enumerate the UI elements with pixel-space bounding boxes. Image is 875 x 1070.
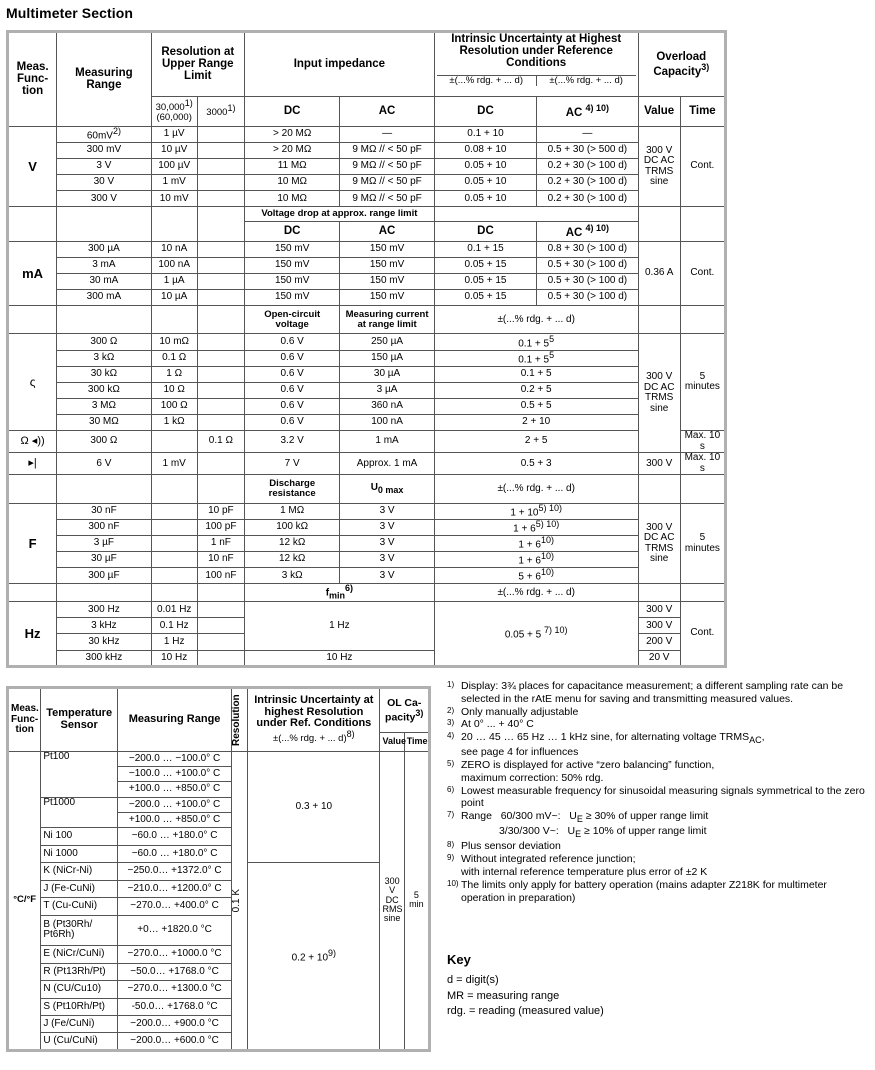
resolution-cell: 100 Ω — [151, 398, 197, 414]
col-header-time: Time — [404, 733, 429, 751]
col-header-range: Measuring Range — [118, 688, 232, 752]
uncertainty-cell: 2 + 5 — [434, 431, 638, 453]
impedance-dc-cell: > 20 MΩ — [244, 126, 339, 142]
footnote-1: 1) Display: 3¾ places for capacitance measurement; a different sampling rate can be selected in the rAtE menu for saving and transmitting measured values. — [447, 680, 844, 705]
voltage-drop-header: Voltage drop at approx. range limit — [244, 207, 434, 221]
col-header-function: Meas. Func- tion — [8, 32, 57, 127]
uncertainty-cell: 0.5 + 3 — [434, 453, 638, 475]
range-cell: +0… +1820.0 °C — [118, 915, 232, 946]
table-row — [8, 552, 726, 568]
footnote-9: 9) Without integrated reference junction; with internal reference temperature plus error of ±2 K — [447, 853, 708, 878]
drop-dc-cell: 150 mV — [244, 241, 339, 257]
footnote-7: 7) Range 60/300 mV~: $U_E \ge 30\%$ of upper range limit 3/30/300 V~: $U_E \ge 10\%$ of upper range limit — [447, 810, 709, 840]
range-cell: -50.0… +1768.0 °C — [118, 998, 232, 1015]
discharge-cell: 100 kΩ — [244, 519, 339, 535]
uncertainty-cell: 0.5 + 5 — [434, 398, 638, 414]
u0-cell: 3 V — [340, 535, 434, 551]
resolution-cell: 100 nA — [151, 257, 197, 273]
col-header-unc-dc: DC — [434, 96, 536, 126]
col-header-value: Value — [638, 96, 680, 126]
range-cell: −200.0… +600.0 °C — [118, 1033, 232, 1051]
col-header-uncertainty: Intrinsic Uncertainty at highest Resolution under Ref. Conditions ±(...% rdg. + ... d)$^{8)}$ — [248, 688, 380, 752]
col-header-overload: Overload Capacity$^{3)}$ — [638, 32, 725, 97]
range-cell: 300 nF — [57, 519, 151, 535]
header-row — [8, 688, 430, 733]
open-circuit-cell: 0.6 V — [244, 366, 339, 382]
resolution-cell: 1 µA — [151, 273, 197, 289]
current-cell: 100 nA — [340, 415, 434, 431]
range-cell: −270.0… +1300.0 °C — [118, 981, 232, 998]
open-circuit-cell: 0.6 V — [244, 334, 339, 350]
resolution-cell: 10 nF — [197, 552, 244, 568]
drop-ac-cell: 150 mV — [340, 290, 434, 306]
drop-ac-cell: 150 mV — [340, 257, 434, 273]
resolution-cell: 1 µV — [151, 126, 197, 142]
range-cell: 300 Hz — [57, 602, 151, 618]
uncertainty-dc-cell: 0.05 + 15 — [434, 257, 536, 273]
uncertainty-ac-cell: 0.2 + 30 (> 100 d) — [537, 191, 638, 207]
u0-cell: 3 V — [340, 519, 434, 535]
table-row — [8, 241, 726, 257]
subheader-dc: DC — [244, 221, 339, 241]
function-ma-label: mA — [8, 241, 57, 306]
col-header-ac: AC — [340, 96, 434, 126]
overload-value-cell: 300 V DC AC TRMS sine — [638, 503, 680, 584]
sensor-cell: T (Cu-CuNi) — [41, 898, 118, 915]
table-row — [8, 175, 726, 191]
sensor-cell: J (Fe/CuNi) — [41, 1015, 118, 1032]
footnote-10: 10) The limits only apply for battery operation (mains adapter Z218K for multimeter operation in preparation) — [447, 878, 827, 904]
uncertainty-cell: 0.3 + 10 — [248, 751, 380, 863]
discharge-cell: 12 kΩ — [244, 535, 339, 551]
overload-value-cell: 300 V — [638, 453, 680, 475]
current-cell: 3 µA — [340, 382, 434, 398]
open-circuit-cell: 3.2 V — [244, 431, 339, 453]
range-cell: 300 kHz — [57, 650, 151, 666]
table-row — [8, 751, 430, 766]
overload-time-cell: Cont. — [680, 126, 725, 207]
footnote-2: 2) Only manually adjustable — [447, 705, 579, 718]
impedance-dc-cell: 10 MΩ — [244, 175, 339, 191]
range-cell: 3 MΩ — [57, 398, 151, 414]
uncertainty-dc-cell: 0.05 + 10 — [434, 191, 536, 207]
range-cell: 30 V — [57, 175, 151, 191]
resolution-cell: 1 nF — [197, 535, 244, 551]
uncertainty-header: ±(...% rdg. + ... d) — [434, 475, 638, 503]
sensor-cell: U (Cu/CuNi) — [41, 1033, 118, 1051]
current-cell: 360 nA — [340, 398, 434, 414]
table-row — [8, 431, 726, 453]
function-ohm-label: ς — [8, 334, 57, 431]
uncertainty-ac-cell: 0.5 + 30 (> 100 d) — [537, 290, 638, 306]
impedance-ac-cell: 9 MΩ // < 50 pF — [340, 142, 434, 158]
current-cell: 30 µA — [340, 366, 434, 382]
overload-time-cell: 5 minutes — [680, 334, 725, 431]
uncertainty-ac-cell: 0.8 + 30 (> 100 d) — [537, 241, 638, 257]
resolution-cell: 100 µV — [151, 159, 197, 175]
fmin-cell: 1 Hz — [244, 602, 434, 650]
range-cell: −210.0… +1200.0° C — [118, 880, 232, 897]
table-row — [8, 863, 430, 880]
table-row — [8, 159, 726, 175]
col-header-function: Meas. Func- tion — [8, 688, 41, 752]
col-header-impedance: Input impedance — [244, 32, 434, 97]
footnote-4: 4) 20 … 45 … 65 Hz … 1 kHz sine, for alternating voltage $TRMS_{AC}$, see page 4 for influences — [447, 731, 765, 759]
range-cell: −60.0 … +180.0° C — [118, 845, 232, 862]
resolution-cell: 100 pF — [197, 519, 244, 535]
key-line: d = digit(s) — [447, 974, 499, 987]
uncertainty-ac-cell: — — [537, 126, 638, 142]
col-header-time: Time — [680, 96, 725, 126]
footnote-3: 3) At 0° ... + 40° C — [447, 718, 534, 731]
range-cell: −200.0 … +100.0° C — [118, 797, 232, 812]
impedance-ac-cell: 9 MΩ // < 50 pF — [340, 175, 434, 191]
ol-time-cell: 5 min — [404, 751, 429, 1050]
table-row — [8, 257, 726, 273]
subheader-unc-dc: DC — [434, 221, 536, 241]
range-cell: 300 V — [57, 191, 151, 207]
table-row — [8, 366, 726, 382]
sensor-cell: N (CU/Cu10) — [41, 981, 118, 998]
col-header-unc-ac: AC $^{4) 10)}$ — [537, 96, 638, 126]
range-cell: 300 mV — [57, 142, 151, 158]
table-row — [8, 535, 726, 551]
range-cell: 30 kΩ — [57, 366, 151, 382]
sensor-cell: Pt100 — [41, 751, 118, 797]
range-cell: −200.0… +900.0 °C — [118, 1015, 232, 1032]
resolution-cell: 10 Ω — [151, 382, 197, 398]
table-row — [8, 568, 726, 584]
section-title: Multimeter Section — [6, 5, 134, 21]
u0-cell: 3 V — [340, 503, 434, 519]
resolution-cell: 100 nF — [197, 568, 244, 584]
footnote-8: 8) Plus sensor deviation — [447, 840, 561, 853]
subheader-row — [8, 584, 726, 602]
range-cell: 300 mA — [57, 290, 151, 306]
uncertainty-dc-cell: 0.05 + 15 — [434, 273, 536, 289]
range-cell: −250.0… +1372.0° C — [118, 863, 232, 880]
col-header-uncertainty: Intrinsic Uncertainty at Highest Resolution under Reference Conditions ±(...% rdg. + ... d) ±(...% rdg. + ... d) — [434, 32, 638, 97]
sensor-cell: S (Pt10Rh/Pt) — [41, 998, 118, 1015]
range-cell: 300 Ω — [57, 431, 151, 453]
range-cell: 30 nF — [57, 503, 151, 519]
overload-value-cell: 300 V DC AC TRMS sine — [638, 334, 680, 453]
resolution-cell: 10 mV — [151, 191, 197, 207]
subheader-unc-ac: AC $^{4) 10)}$ — [537, 221, 638, 241]
uncertainty-dc-cell: 0.05 + 10 — [434, 159, 536, 175]
impedance-ac-cell: 9 MΩ // < 50 pF — [340, 159, 434, 175]
uncertainty-cell: 0.05 + 5 $^{7) 10)}$ — [434, 602, 638, 667]
uncertainty-cell: $1 + 6^{10)}$ — [434, 535, 638, 551]
uncertainty-cell: $1 + 6^{5) 10)}$ — [434, 519, 638, 535]
range-cell: 300 kΩ — [57, 382, 151, 398]
range-cell: 3 V — [57, 159, 151, 175]
table-row — [8, 290, 726, 306]
drop-dc-cell: 150 mV — [244, 257, 339, 273]
uncertainty-header: ±(...% rdg. + ... d) — [434, 584, 638, 602]
resolution-cell: 1 Hz — [151, 634, 197, 650]
uncertainty-cell: 0.1 + 5 — [434, 366, 638, 382]
multimeter-spec-table — [6, 30, 727, 668]
drop-dc-cell: 150 mV — [244, 273, 339, 289]
diode-icon: ▸| — [8, 453, 57, 475]
open-circuit-header: Open-circuit voltage — [244, 306, 339, 334]
discharge-cell: 3 kΩ — [244, 568, 339, 584]
sensor-cell: E (NiCr/CuNi) — [41, 946, 118, 963]
current-cell: Approx. 1 mA — [340, 453, 434, 475]
current-cell: 1 mA — [340, 431, 434, 453]
col-header-range: Measuring Range — [57, 32, 151, 127]
range-cell: −270.0… +1000.0 °C — [118, 946, 232, 963]
resolution-cell: 1 mV — [151, 453, 197, 475]
fmin-cell: 10 Hz — [244, 650, 434, 666]
overload-value-cell: 20 V — [638, 650, 680, 666]
range-cell: +100.0 … +850.0° C — [118, 813, 232, 828]
uncertainty-cell: 2 + 10 — [434, 415, 638, 431]
overload-time-cell: Max. 10 s — [680, 453, 725, 475]
footnote-6: 6) Lowest measurable frequency for sinusoidal measuring signals symmetrical to the zero point — [447, 784, 865, 810]
drop-ac-cell: 150 mV — [340, 273, 434, 289]
resolution-cell: 0.1 Hz — [151, 618, 197, 634]
current-cell: 150 µA — [340, 350, 434, 366]
range-cell: 6 V — [57, 453, 151, 475]
table-row — [8, 382, 726, 398]
discharge-cell: 12 kΩ — [244, 552, 339, 568]
temperature-spec-table — [6, 686, 431, 1052]
uncertainty-ac-cell: 0.5 + 30 (> 500 d) — [537, 142, 638, 158]
key-legend — [447, 951, 604, 1019]
col-header-value: Value — [380, 733, 404, 751]
sensor-cell: Pt1000 — [41, 797, 118, 828]
range-cell: 30 MΩ — [57, 415, 151, 431]
key-title: Key — [447, 952, 471, 967]
range-cell: −50.0… +1768.0 °C — [118, 963, 232, 980]
overload-value-cell: 200 V — [638, 634, 680, 650]
impedance-dc-cell: 10 MΩ — [244, 191, 339, 207]
sensor-cell: K (NiCr-Ni) — [41, 863, 118, 880]
table-row — [8, 126, 726, 142]
col-header-resolution: Resolution at Upper Range Limit — [151, 32, 244, 97]
function-temperature-label: °C/°F — [8, 751, 41, 1050]
table-row — [8, 142, 726, 158]
overload-value-cell: 300 V — [638, 602, 680, 618]
resolution-cell: 10 pF — [197, 503, 244, 519]
function-v-label: V — [8, 126, 57, 207]
subheader-row — [8, 207, 726, 221]
key-line: rdg. = reading (measured value) — [447, 1004, 604, 1017]
header-row — [8, 32, 726, 97]
impedance-dc-cell: > 20 MΩ — [244, 142, 339, 158]
sensor-cell: R (Pt13Rh/Pt) — [41, 963, 118, 980]
overload-time-cell: Cont. — [680, 241, 725, 306]
uncertainty-cell: $0.1 + 5^5$ — [434, 334, 638, 350]
range-cell: −200.0 … −100.0° C — [118, 751, 232, 766]
uncertainty-dc-cell: 0.05 + 15 — [434, 290, 536, 306]
continuity-icon: Ω ◂)) — [8, 431, 57, 453]
uncertainty-dc-cell: 0.1 + 15 — [434, 241, 536, 257]
key-line: MR = measuring range — [447, 989, 560, 1002]
function-f-label: F — [8, 503, 57, 584]
range-cell: −60.0 … +180.0° C — [118, 828, 232, 845]
table-row — [8, 602, 726, 618]
table-row — [8, 453, 726, 475]
overload-value-cell: 0.36 A — [638, 241, 680, 306]
resolution-cell: 10 µV — [151, 142, 197, 158]
resolution-cell: 0.01 Hz — [151, 602, 197, 618]
range-cell: −100.0 … +100.0° C — [118, 766, 232, 781]
table-row — [8, 191, 726, 207]
col-header-dc: DC — [244, 96, 339, 126]
fmin-header: $f_{min}^{6)}$ — [244, 584, 434, 602]
sensor-cell: J (Fe-CuNi) — [41, 880, 118, 897]
ol-value-cell: 300 V DC RMS sine — [380, 751, 404, 1050]
range-cell: 3 mA — [57, 257, 151, 273]
range-cell: $60mV^{2)}$ — [57, 126, 151, 142]
col-header-resolution: Resolution — [232, 688, 248, 752]
sensor-cell: Ni 1000 — [41, 845, 118, 862]
footnotes — [447, 680, 872, 904]
u0-cell: 3 V — [340, 568, 434, 584]
overload-value-cell: 300 V — [638, 618, 680, 634]
uncertainty-dc-cell: 0.1 + 10 — [434, 126, 536, 142]
table-row — [8, 398, 726, 414]
table-row — [8, 334, 726, 350]
col-header-ol-capacity: OL Ca- pacity$^{3)}$ — [380, 688, 430, 733]
range-cell: 3 µF — [57, 535, 151, 551]
subheader-row — [8, 306, 726, 334]
table-row — [8, 350, 726, 366]
overload-time-cell: Cont. — [680, 602, 725, 667]
overload-time-cell: 5 minutes — [680, 503, 725, 584]
range-cell: 3 kHz — [57, 618, 151, 634]
uncertainty-dc-cell: 0.05 + 10 — [434, 175, 536, 191]
impedance-dc-cell: 11 MΩ — [244, 159, 339, 175]
subheader-row — [8, 475, 726, 503]
overload-value-cell: 300 V DC AC TRMS sine — [638, 126, 680, 207]
range-cell: 30 mA — [57, 273, 151, 289]
uncertainty-cell: $1 + 6^{10)}$ — [434, 552, 638, 568]
range-cell: −270.0… +400.0° C — [118, 898, 232, 915]
table-row — [8, 415, 726, 431]
uncertainty-dc-cell: 0.08 + 10 — [434, 142, 536, 158]
drop-dc-cell: 150 mV — [244, 290, 339, 306]
discharge-cell: 1 MΩ — [244, 503, 339, 519]
range-cell: 300 Ω — [57, 334, 151, 350]
uncertainty-cell: 0.2 + 5 — [434, 382, 638, 398]
open-circuit-cell: 7 V — [244, 453, 339, 475]
resolution-cell: 1 mV — [151, 175, 197, 191]
current-cell: 250 µA — [340, 334, 434, 350]
range-cell: 30 µF — [57, 552, 151, 568]
table-row — [8, 503, 726, 519]
uncertainty-ac-cell: 0.2 + 30 (> 100 d) — [537, 175, 638, 191]
subheader-ac: AC — [340, 221, 434, 241]
footnote-5: 5) ZERO is displayed for active “zero balancing” function, maximum correction: 50% rdg. — [447, 759, 715, 784]
table-row — [8, 273, 726, 289]
resolution-cell: 10 nA — [151, 241, 197, 257]
col-header-sensor: Temperature Sensor — [41, 688, 118, 752]
uncertainty-ac-cell: 0.5 + 30 (> 100 d) — [537, 273, 638, 289]
table-row — [8, 519, 726, 535]
resolution-cell: 0.1 K — [232, 751, 248, 1050]
resolution-cell: 1 Ω — [151, 366, 197, 382]
uncertainty-cell: $1 + 10^{5) 10)}$ — [434, 503, 638, 519]
open-circuit-cell: 0.6 V — [244, 382, 339, 398]
uncertainty-cell: $0.1 + 5^5$ — [434, 350, 638, 366]
resolution-cell: 10 mΩ — [151, 334, 197, 350]
uncertainty-ac-cell: 0.5 + 30 (> 100 d) — [537, 257, 638, 273]
uncertainty-cell: $5 + 6^{10)}$ — [434, 568, 638, 584]
uncertainty-ac-cell: 0.2 + 30 (> 100 d) — [537, 159, 638, 175]
open-circuit-cell: 0.6 V — [244, 415, 339, 431]
range-cell: +100.0 … +850.0° C — [118, 782, 232, 797]
impedance-ac-cell: 9 MΩ // < 50 pF — [340, 191, 434, 207]
sensor-cell: B (Pt30Rh/ Pt6Rh) — [41, 915, 118, 946]
resolution-cell: 0.1 Ω — [151, 350, 197, 366]
col-header-res-3000: 3000$^{1)}$ — [197, 96, 244, 126]
function-hz-label: Hz — [8, 602, 57, 667]
uncertainty-cell: $0.2 + 10^{9)}$ — [248, 863, 380, 1051]
range-cell: 3 kΩ — [57, 350, 151, 366]
open-circuit-cell: 0.6 V — [244, 398, 339, 414]
range-cell: 30 kHz — [57, 634, 151, 650]
resolution-cell: 10 Hz — [151, 650, 197, 666]
range-cell: 300 µA — [57, 241, 151, 257]
col-header-res-30000: 30,000$^{1)}$ (60,000) — [151, 96, 197, 126]
uncertainty-header: ±(...% rdg. + ... d) — [434, 306, 638, 334]
impedance-ac-cell: — — [340, 126, 434, 142]
discharge-resistance-header: Discharge resistance — [244, 475, 339, 503]
range-cell: 300 µF — [57, 568, 151, 584]
resolution-cell: 10 µA — [151, 290, 197, 306]
u0-cell: 3 V — [340, 552, 434, 568]
resolution-cell: 1 kΩ — [151, 415, 197, 431]
measuring-current-header: Measuring current at range limit — [340, 306, 434, 334]
sensor-cell: Ni 100 — [41, 828, 118, 845]
open-circuit-cell: 0.6 V — [244, 350, 339, 366]
drop-ac-cell: 150 mV — [340, 241, 434, 257]
resolution-cell: 0.1 Ω — [197, 431, 244, 453]
u0max-header: $U_{0 max}$ — [340, 475, 434, 503]
overload-time-cell: Max. 10 s — [680, 431, 725, 453]
